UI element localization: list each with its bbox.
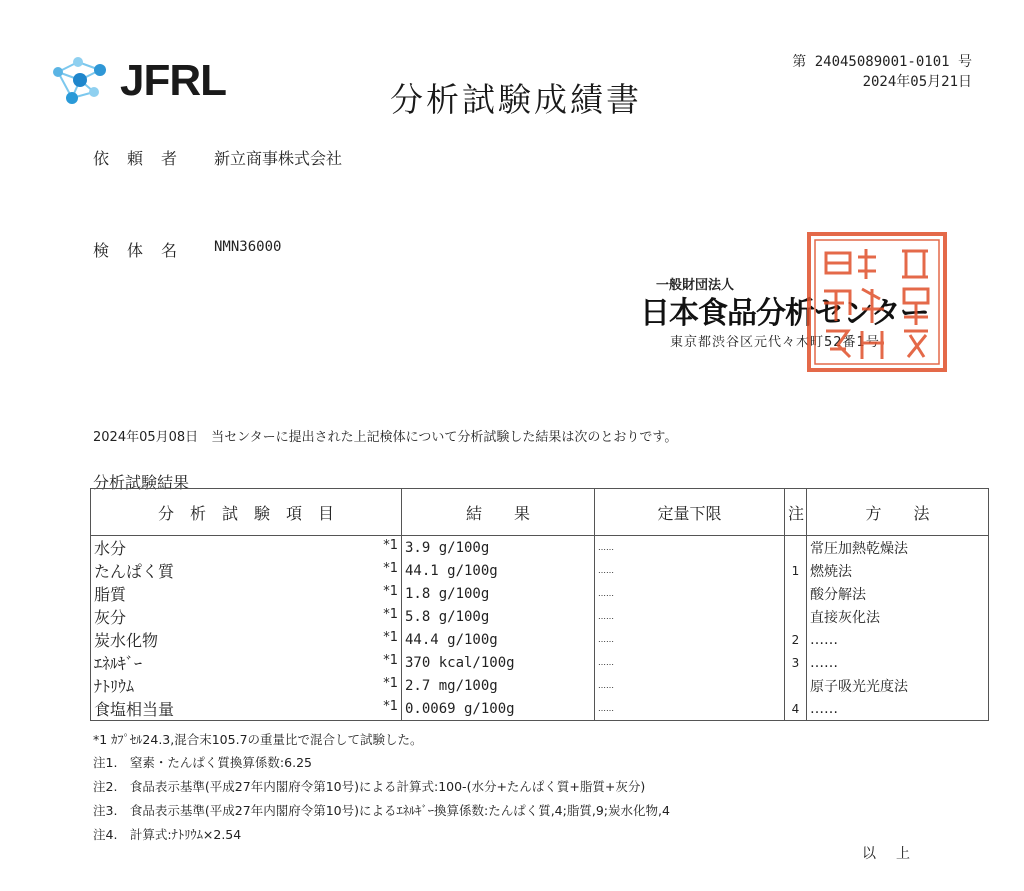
row-result: 5.8 g/100g — [402, 605, 595, 628]
header-result: 結 果 — [402, 489, 595, 536]
closing-mark: 以上 — [862, 846, 930, 862]
table-row — [91, 628, 989, 651]
item-name: 脂質 — [94, 585, 127, 604]
row-note: 3 — [785, 651, 807, 674]
item-mark: *1 — [383, 630, 398, 645]
issuer-type: 一般財団法人 — [656, 278, 735, 293]
row-result: 1.8 g/100g — [402, 582, 595, 605]
header-note: 注 — [785, 489, 807, 536]
row-item — [91, 605, 402, 628]
table-row — [91, 605, 989, 628]
row-method: 燃焼法 — [807, 559, 989, 582]
item-mark: *1 — [383, 584, 398, 599]
document-number: 第 24045089001-0101 号 — [792, 54, 972, 70]
item-mark: *1 — [383, 699, 398, 714]
issuer-name: 日本食品分析センター — [640, 296, 929, 331]
issue-date: 2024年05月21日 — [862, 74, 972, 90]
row-item — [91, 582, 402, 605]
row-note — [785, 674, 807, 697]
row-limit: …… — [595, 536, 785, 560]
client-value: 新立商事株式会社 — [214, 149, 343, 168]
table-row — [91, 536, 989, 560]
row-limit: …… — [595, 582, 785, 605]
row-method: 原子吸光光度法 — [807, 674, 989, 697]
intro-text: 2024年05月08日 当センターに提出された上記検体について分析試験した結果は次のとおりです。 — [93, 430, 678, 445]
header-method: 方 法 — [807, 489, 989, 536]
item-mark: *1 — [383, 538, 398, 553]
footnote: 注4. 計算式:ﾅﾄﾘｳﾑ×2.54 — [93, 827, 242, 842]
item-name: たんぱく質 — [94, 562, 175, 581]
row-result: 2.7 mg/100g — [402, 674, 595, 697]
footnote: 注3. 食品表示基準(平成27年内閣府令第10号)によるｴﾈﾙｷﾞｰ換算係数:たんぱく質,4;脂質,9;炭水化物,4 — [93, 803, 670, 818]
table-row — [91, 674, 989, 697]
row-note: 2 — [785, 628, 807, 651]
row-result: 44.4 g/100g — [402, 628, 595, 651]
official-seal-stamp — [806, 231, 948, 373]
row-method: …… — [807, 651, 989, 674]
row-limit: …… — [595, 605, 785, 628]
row-method: 常圧加熱乾燥法 — [807, 536, 989, 560]
table-header-row — [91, 489, 989, 536]
row-note: 1 — [785, 559, 807, 582]
table-row — [91, 559, 989, 582]
issuer-address: 東京都渋谷区元代々木町52番1号 — [670, 335, 880, 350]
section-title: 分析試験結果 — [93, 473, 190, 492]
logo-wordmark: JFRL — [120, 56, 226, 105]
footnote: 注2. 食品表示基準(平成27年内閣府令第10号)による計算式:100-(水分+たんぱく質+脂質+灰分) — [93, 779, 646, 794]
row-item — [91, 536, 402, 560]
item-name: 水分 — [94, 539, 127, 558]
row-result: 3.9 g/100g — [402, 536, 595, 560]
row-limit: …… — [595, 674, 785, 697]
sample-value: NMN36000 — [214, 239, 282, 255]
row-method: …… — [807, 628, 989, 651]
item-name: ﾅﾄﾘｳﾑ — [94, 677, 135, 696]
row-result: 44.1 g/100g — [402, 559, 595, 582]
row-result: 0.0069 g/100g — [402, 697, 595, 721]
row-item — [91, 628, 402, 651]
row-result: 370 kcal/100g — [402, 651, 595, 674]
client-label: 依頼者 — [93, 149, 196, 168]
jfrl-logo — [48, 52, 248, 116]
table-row — [91, 651, 989, 674]
item-name: 食塩相当量 — [94, 700, 175, 719]
document-title: 分析試験成績書 — [390, 80, 642, 119]
document-number-block — [792, 52, 972, 92]
item-name: 灰分 — [94, 608, 127, 627]
item-mark: *1 — [383, 653, 398, 668]
row-note — [785, 582, 807, 605]
footnote: *1 ｶﾌﾟｾﾙ24.3,混合末105.7の重量比で混合して試験した。 — [93, 732, 423, 747]
row-limit: …… — [595, 628, 785, 651]
network-logo-icon — [48, 52, 120, 116]
item-mark: *1 — [383, 676, 398, 691]
row-limit: …… — [595, 697, 785, 721]
row-item — [91, 674, 402, 697]
row-note — [785, 536, 807, 560]
row-limit: …… — [595, 559, 785, 582]
header-limit: 定量下限 — [595, 489, 785, 536]
header-item: 分 析 試 験 項 目 — [91, 489, 402, 536]
row-limit: …… — [595, 651, 785, 674]
row-method: 直接灰化法 — [807, 605, 989, 628]
item-mark: *1 — [383, 561, 398, 576]
row-method: …… — [807, 697, 989, 721]
item-name: ｴﾈﾙｷﾞｰ — [94, 654, 143, 673]
table-row — [91, 582, 989, 605]
sample-label: 検体名 — [93, 241, 196, 260]
row-method: 酸分解法 — [807, 582, 989, 605]
row-item — [91, 697, 402, 721]
footnote: 注1. 窒素・たんぱく質換算係数:6.25 — [93, 755, 312, 770]
table-row — [91, 697, 989, 721]
row-item — [91, 651, 402, 674]
row-note: 4 — [785, 697, 807, 721]
item-name: 炭水化物 — [94, 631, 159, 650]
row-note — [785, 605, 807, 628]
item-mark: *1 — [383, 607, 398, 622]
row-item — [91, 559, 402, 582]
results-table — [90, 488, 989, 721]
